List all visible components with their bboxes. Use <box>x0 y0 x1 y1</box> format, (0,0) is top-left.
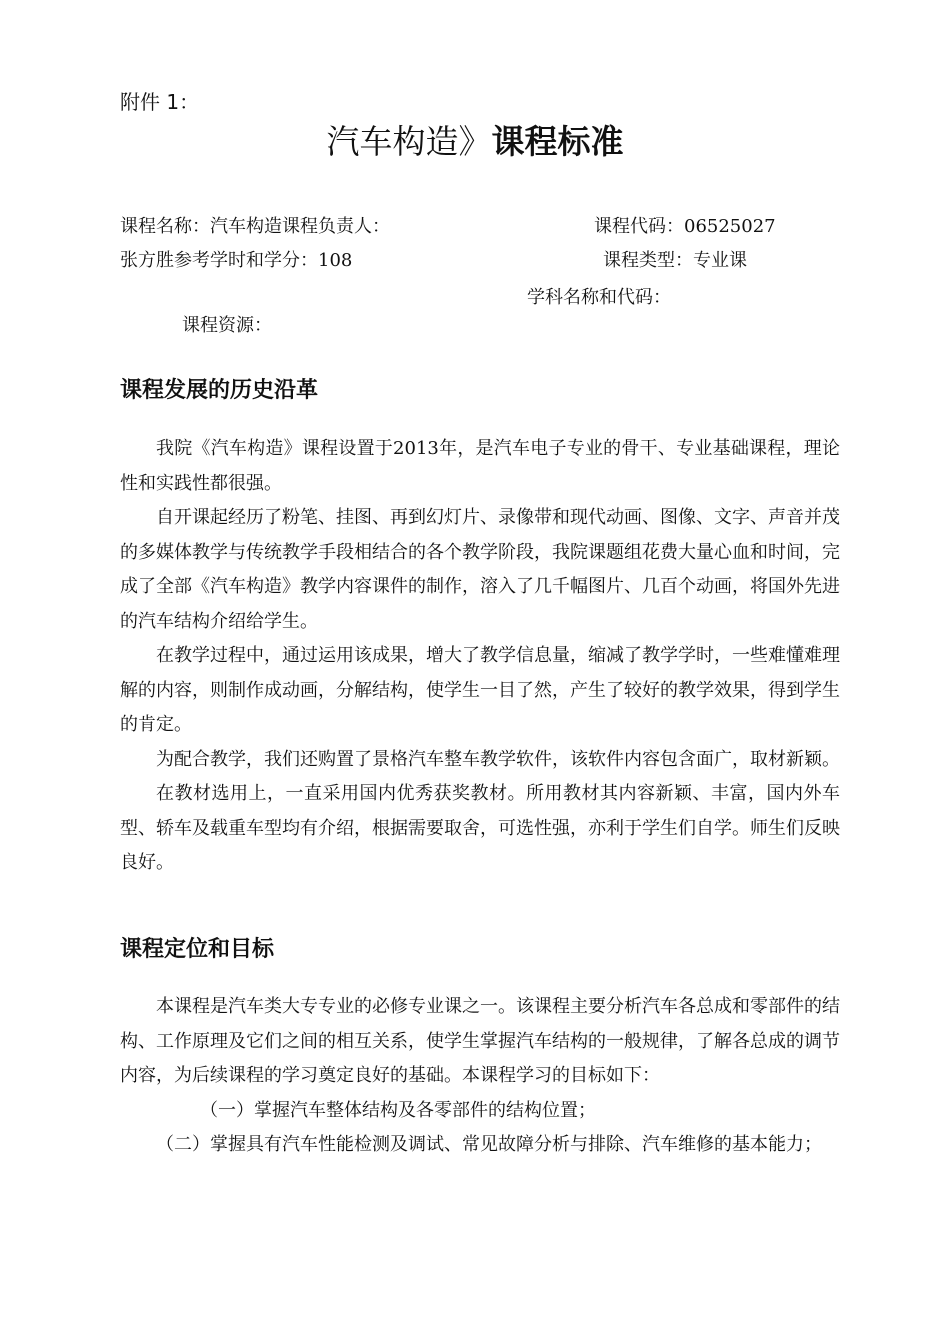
paragraph: 为配合教学，我们还购置了景格汽车整车教学软件，该软件内容包含面广，取材新颖。 <box>156 748 840 770</box>
paragraph: 在教学过程中，通过运用该成果，增大了教学信息量，缩减了教学学时，一些难懂难理解的内容，则制作成动画，分解结构，使学生一目了然，产生了较好的教学效果，得到学生的肯定。 <box>120 645 840 735</box>
section-body-history <box>120 432 840 881</box>
section-heading-positioning: 课程定位和目标 <box>120 937 275 962</box>
subject-code: 学科名称和代码： <box>527 287 671 308</box>
course-name-line: 课程名称：汽车构造课程负责人： <box>120 216 390 237</box>
course-code: 课程代码：06525027 <box>594 216 776 237</box>
course-type: 课程类型：专业课 <box>603 250 747 271</box>
paragraph: 我院《汽车构造》课程设置于2013年，是汽车电子专业的骨干、专业基础课程，理论性和实践性都很强。 <box>120 438 840 494</box>
attachment-label: 附件 1： <box>120 90 200 114</box>
title-main: 课程标准 <box>491 122 624 161</box>
course-resources: 课程资源： <box>182 315 272 336</box>
title-prefix: 汽车构造》 <box>326 122 492 161</box>
objective-item: （一）掌握汽车整体结构及各零部件的结构位置； <box>200 1099 596 1121</box>
paragraph: 本课程是汽车类大专专业的必修专业课之一。该课程主要分析汽车各总成和零部件的结构、工作原理及它们之间的相互关系，使学生掌握汽车结构的一般规律，了解各总成的调节内容，为后续课程的学习奠定良好的基础。本课程学习的目标如下： <box>120 996 840 1086</box>
credits-line: 张方胜参考学时和学分：108 <box>120 250 353 271</box>
section-heading-history: 课程发展的历史沿革 <box>120 378 319 403</box>
document-title <box>0 116 950 163</box>
objective-item: （二）掌握具有汽车性能检测及调试、常见故障分析与排除、汽车维修的基本能力； <box>156 1134 822 1155</box>
paragraph: 自开课起经历了粉笔、挂图、再到幻灯片、录像带和现代动画、图像、文字、声音并茂的多媒体教学与传统教学手段相结合的各个教学阶段，我院课题组花费大量心血和时间，完成了全部《汽车构造》教学内容课件的制作，溶入了几千幅图片、几百个动画，将国外先进的汽车结构介绍给学生。 <box>120 507 840 632</box>
section-body-positioning <box>120 990 840 1163</box>
paragraph: 在教材选用上，一直采用国内优秀获奖教材。所用教材其内容新颖、丰富，国内外车型、轿车及载重车型均有介绍，根据需要取舍，可选性强，亦利于学生们自学。师生们反映良好。 <box>120 783 840 873</box>
